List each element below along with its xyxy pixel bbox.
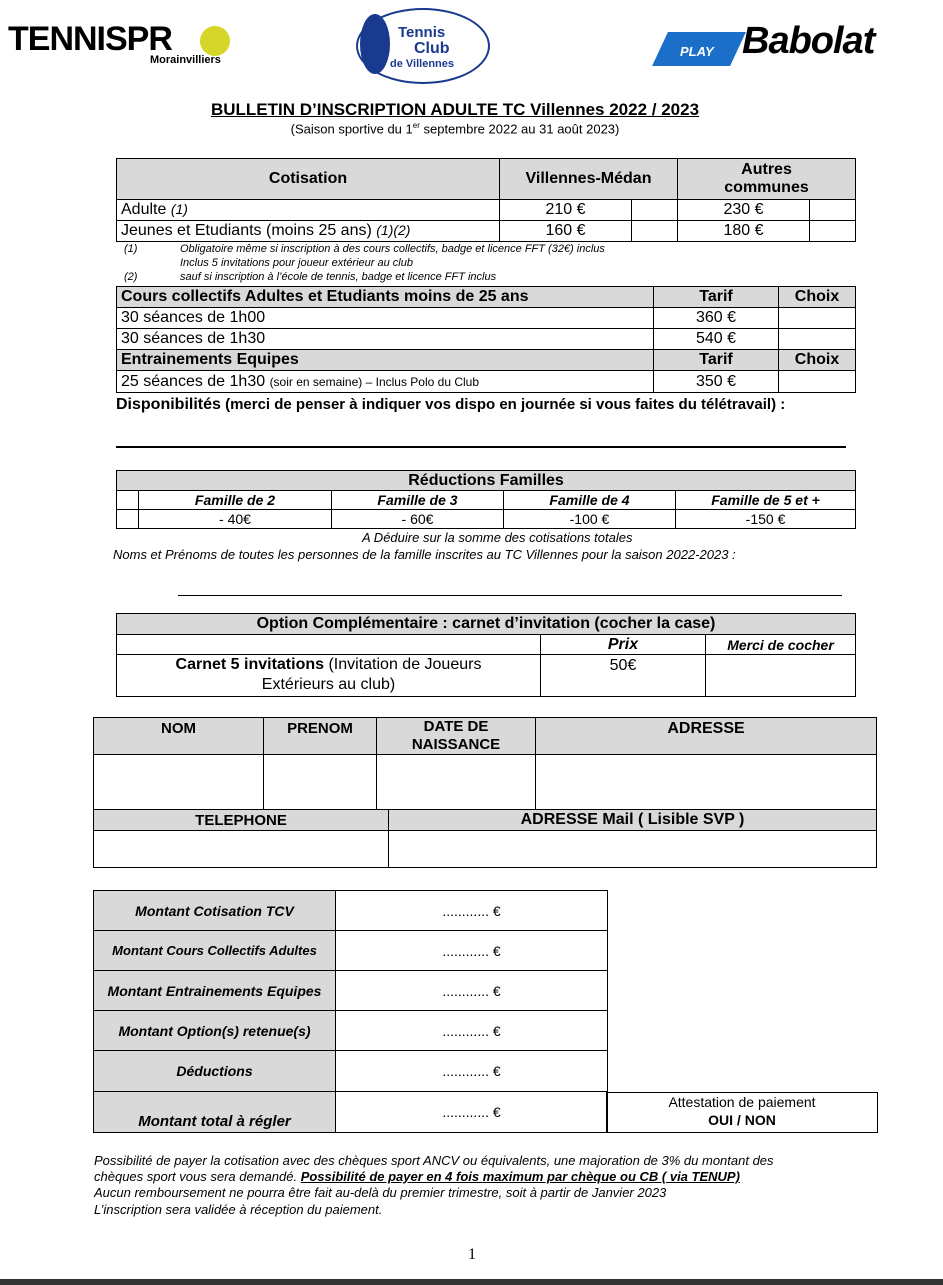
jeunes-label: Jeunes et Etudiants (moins 25 ans) [121, 222, 377, 239]
page-subtitle [0, 121, 910, 136]
option-blank [117, 635, 541, 655]
option-table [116, 613, 856, 697]
jeunes-autres-check[interactable] [810, 221, 856, 242]
cours-row-1h00: 30 séances de 1h00 [117, 308, 654, 329]
cotisation-table [116, 158, 856, 242]
famille-2-head: Famille de 2 [139, 491, 332, 510]
entrainements-choix[interactable] [779, 371, 856, 393]
montant-total-label: Montant total à régler [94, 1092, 336, 1133]
deductions-value[interactable]: ............ € [336, 1051, 608, 1092]
subtitle-sup: er [412, 121, 420, 130]
footer-line-4: L’inscription sera validée à réception du paiement. [94, 1202, 383, 1217]
entrainements-price: 350 € [654, 371, 779, 393]
option-head: Option Complémentaire : carnet d’invitation (cocher la case) [117, 614, 856, 635]
reductions-note-1: A Déduire sur la somme des cotisations totales [362, 530, 633, 545]
deductions-label: Déductions [94, 1051, 336, 1092]
reductions-table [116, 470, 856, 529]
footnote-2-text: sauf si inscription à l’école de tennis, badge et licence FFT inclus [180, 271, 497, 283]
tennispro-location: Morainvilliers [150, 54, 221, 66]
disponibilites-bold: Disponibilités [116, 396, 221, 413]
montant-cours-label: Montant Cours Collectifs Adultes [94, 931, 336, 971]
footer-line-2a: chèques sport vous sera demandé. [94, 1169, 301, 1184]
cours-head: Cours collectifs Adultes et Etudiants moins de 25 ans [117, 287, 654, 308]
tennispro-wordmark: TENNISPR [8, 20, 172, 58]
montant-options-value[interactable]: ............ € [336, 1011, 608, 1051]
option-carnet-rest: (Invitation de Joueurs [324, 656, 482, 673]
club-logo-line3: de Villennes [390, 58, 454, 70]
montants-table [93, 890, 608, 1133]
option-carnet-l2: Extérieurs au club) [261, 676, 396, 693]
subtitle-pre: (Saison sportive du 1 [290, 121, 413, 137]
entrainements-row [117, 371, 654, 393]
famille-2-value: - 40€ [139, 510, 332, 529]
option-carnet-bold: Carnet 5 invitations [175, 656, 325, 673]
montant-total-value[interactable]: ............ € [336, 1092, 608, 1133]
club-logo-line2: Club [414, 40, 450, 57]
babolat-logo [660, 20, 938, 70]
footer-line-3: Aucun remboursement ne pourra être fait au-delà du premier trimestre, soit à partir de Janvier 2023 [94, 1185, 667, 1200]
babolat-wordmark: Babolat [742, 20, 875, 62]
option-price: 50€ [541, 655, 706, 697]
cotisation-row-adulte [117, 200, 500, 221]
adulte-label: Adulte [121, 201, 171, 218]
disponibilites-label [116, 396, 785, 414]
mail-input[interactable] [389, 831, 877, 868]
cotisation-head: Cotisation [117, 159, 500, 200]
naissance-head-l1: DATE DE [423, 718, 489, 735]
cours-table [116, 286, 856, 393]
option-carnet [117, 655, 541, 697]
disponibilites-line[interactable] [116, 446, 846, 448]
option-carnet-l1 [121, 655, 536, 675]
attestation-label: Attestation de paiement [668, 1094, 816, 1110]
cours-tarif-head: Tarif [654, 287, 779, 308]
entrainements-tarif-head: Tarif [654, 350, 779, 371]
famille-4-head: Famille de 4 [504, 491, 676, 510]
attestation-choice: OUI / NON [708, 1112, 776, 1128]
tennispro-logo [8, 20, 238, 70]
famille-3-head: Famille de 3 [332, 491, 504, 510]
naissance-head [377, 718, 536, 755]
cours-1h30-price: 540 € [654, 329, 779, 350]
page-number: 1 [468, 1246, 476, 1263]
cours-choix-head: Choix [779, 287, 856, 308]
jeunes-villennes-price: 160 € [500, 221, 632, 242]
cotisation-col-autres-l2: communes [724, 179, 809, 196]
disponibilites-rest: (merci de penser à indiquer vos dispo en journée si vous faites du télétravail) : [220, 396, 786, 413]
option-checkbox[interactable] [706, 655, 856, 697]
identity-table [93, 717, 877, 868]
cours-1h00-choix[interactable] [779, 308, 856, 329]
famille-3-value: - 60€ [332, 510, 504, 529]
footnote-1-mark: (1) [124, 243, 138, 255]
entrainements-choix-head: Choix [779, 350, 856, 371]
footnote-1-text: Obligatoire même si inscription à des cours collectifs, badge et licence FFT (32€) inclus [180, 243, 605, 255]
cotisation-col-villennes: Villennes-Médan [500, 159, 678, 200]
subtitle-post: septembre 2022 au 31 août 2023) [419, 121, 620, 137]
club-logo-line1: Tennis [398, 24, 446, 41]
page-title: BULLETIN D’INSCRIPTION ADULTE TC Villennes 2022 / 2023 [210, 100, 700, 119]
option-merci-head: Merci de cocher [706, 635, 856, 655]
adulte-autres-check[interactable] [810, 200, 856, 221]
nom-head: NOM [94, 718, 264, 755]
adulte-note: (1) [170, 201, 188, 217]
cotisation-row-jeunes [117, 221, 500, 242]
adulte-villennes-check[interactable] [632, 200, 678, 221]
montant-cotisation-label: Montant Cotisation TCV [94, 891, 336, 931]
attestation-box[interactable] [606, 1092, 878, 1133]
reductions-blank-2 [117, 510, 139, 529]
entrainements-head: Entrainements Equipes [117, 350, 654, 371]
naissance-input[interactable] [377, 755, 536, 810]
adulte-autres-price: 230 € [678, 200, 810, 221]
jeunes-note: (1)(2) [376, 222, 411, 238]
option-prix-head: Prix [541, 635, 706, 655]
jeunes-villennes-check[interactable] [632, 221, 678, 242]
naissance-head-l2: NAISSANCE [411, 736, 501, 753]
montant-cotisation-value[interactable]: ............ € [336, 891, 608, 931]
entrainements-small: (soir en semaine) – Inclus Polo du Club [269, 374, 479, 389]
club-logo-swoosh [360, 14, 390, 74]
cotisation-col-autres [678, 159, 856, 200]
telephone-head: TELEPHONE [94, 810, 389, 831]
nom-input[interactable] [94, 755, 264, 810]
club-logo [356, 8, 490, 84]
cours-1h00-price: 360 € [654, 308, 779, 329]
cours-1h30-choix[interactable] [779, 329, 856, 350]
prenom-head: PRENOM [264, 718, 377, 755]
reductions-blank-1 [117, 491, 139, 510]
famille-5-head: Famille de 5 et + [676, 491, 856, 510]
montant-entrainements-label: Montant Entrainements Equipes [94, 971, 336, 1011]
famille-5-value: -150 € [676, 510, 856, 529]
bottom-bar [0, 1279, 943, 1285]
adresse-input[interactable] [536, 755, 877, 810]
footnote-2-mark: (2) [124, 271, 138, 283]
jeunes-autres-price: 180 € [678, 221, 810, 242]
entrainements-label: 25 séances de 1h30 [121, 372, 270, 390]
adulte-villennes-price: 210 € [500, 200, 632, 221]
adresse-head: ADRESSE [536, 718, 877, 755]
famille-4-value: -100 € [504, 510, 676, 529]
cours-row-1h30: 30 séances de 1h30 [117, 329, 654, 350]
footer-line-1: Possibilité de payer la cotisation avec des chèques sport ANCV ou équivalents, une majoration de 3% du montant des [94, 1153, 774, 1168]
footnote-1-text2: Inclus 5 invitations pour joueur extérieur au club [180, 257, 413, 269]
telephone-input[interactable] [94, 831, 389, 868]
play-label: PLAY [680, 44, 714, 59]
montant-entrainements-value[interactable]: ............ € [336, 971, 608, 1011]
prenom-input[interactable] [264, 755, 377, 810]
famille-names-line[interactable] [178, 595, 842, 596]
montant-cours-value[interactable]: ............ € [336, 931, 608, 971]
footer-line-2 [94, 1169, 740, 1185]
footer-line-2b: Possibilité de payer en 4 fois maximum par chèque ou CB ( via TENUP) [300, 1169, 740, 1184]
mail-head: ADRESSE Mail ( Lisible SVP ) [389, 810, 877, 831]
montant-options-label: Montant Option(s) retenue(s) [94, 1011, 336, 1051]
reductions-note-2: Noms et Prénoms de toutes les personnes de la famille inscrites au TC Villennes pour la saison 2022-2023 : [113, 547, 736, 562]
tennis-ball-icon [200, 26, 230, 56]
cotisation-col-autres-l1: Autres [741, 161, 792, 178]
reductions-head: Réductions Familles [117, 471, 856, 491]
